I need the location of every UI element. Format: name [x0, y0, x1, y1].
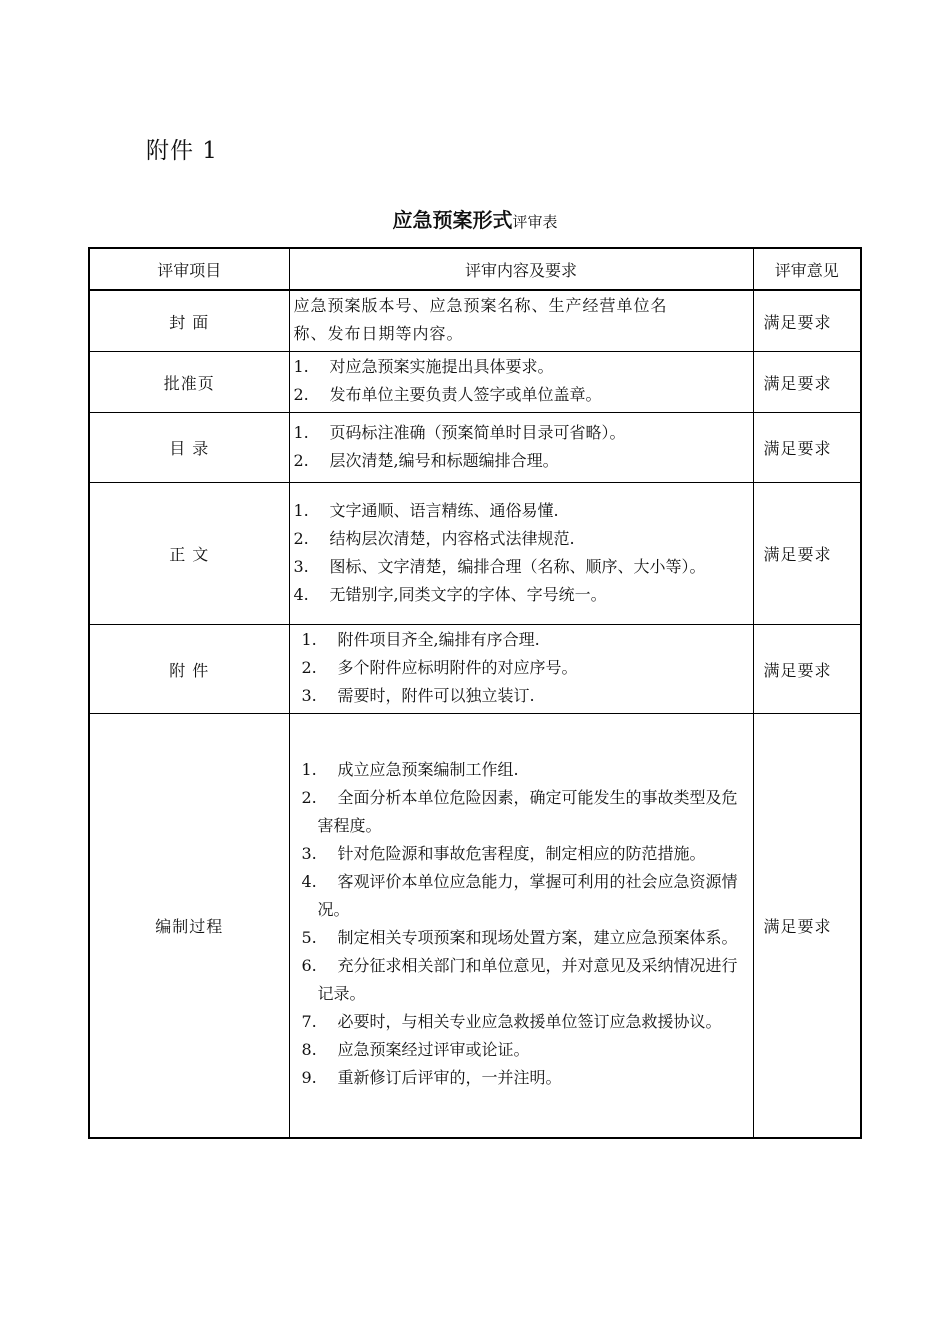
requirement [294, 682, 749, 710]
req-text: 重新修订后评审的，一并注明。 [337, 1068, 562, 1088]
title-suffix: 评审表 [512, 213, 558, 231]
req-text: 充分征求相关部门和单位意见，并对意见及采纳情况进行记录。 [317, 956, 738, 1004]
table-row [89, 413, 861, 483]
requirement [294, 1064, 749, 1092]
row-content [289, 290, 753, 352]
row-verdict: 满足要求 [753, 290, 861, 352]
req-text: 发布单位主要负责人签字或单位盖章。 [329, 385, 602, 404]
req-text: 成立应急预案编制工作组. [337, 760, 519, 780]
row-verdict: 满足要求 [753, 352, 861, 413]
requirement [294, 419, 749, 447]
requirement [294, 784, 749, 840]
req-text: 全面分析本单位危险因素，确定可能发生的事故类型及危害程度。 [317, 788, 738, 836]
req-number: 1. [301, 630, 317, 649]
req-number: 3. [301, 844, 317, 864]
req-number: 2. [293, 528, 309, 548]
req-number: 1. [293, 357, 309, 376]
row-content [289, 714, 753, 1138]
requirement [294, 840, 749, 868]
req-text: 客观评价本单位应急能力，掌握可利用的社会应急资源情况。 [317, 872, 738, 920]
row-item: 封 面 [89, 290, 289, 352]
requirement [294, 381, 749, 409]
req-number: 4. [293, 584, 309, 604]
requirement [294, 626, 749, 654]
req-text: 文字通顺、语言精练、通俗易懂. [329, 500, 559, 520]
requirement [294, 553, 749, 581]
req-text: 多个附件应标明附件的对应序号。 [337, 658, 578, 677]
req-text: 页码标注准确（预案简单时目录可省略）。 [329, 422, 626, 442]
row-content [289, 483, 753, 625]
row-item: 附 件 [89, 625, 289, 714]
req-text: 需要时，附件可以独立装订. [337, 686, 535, 705]
header-verdict: 评审意见 [753, 248, 861, 290]
row-content [289, 625, 753, 714]
req-number: 5. [301, 928, 317, 948]
requirement [294, 1036, 749, 1064]
req-number: 2. [301, 788, 317, 808]
header-content: 评审内容及要求 [289, 248, 753, 290]
req-number: 9. [301, 1068, 317, 1088]
content-line: 应急预案版本号、应急预案名称、生产经营单位名 [293, 296, 668, 315]
row-verdict: 满足要求 [753, 413, 861, 483]
requirement [294, 581, 749, 609]
req-number: 6. [301, 956, 317, 976]
req-text: 图标、文字清楚，编排合理（名称、顺序、大小等）。 [329, 556, 706, 576]
req-number: 7. [301, 1012, 317, 1032]
requirement [294, 756, 749, 784]
requirement [294, 868, 749, 924]
table-row [89, 352, 861, 413]
row-verdict: 满足要求 [753, 483, 861, 625]
req-number: 8. [301, 1040, 317, 1060]
req-number: 4. [301, 872, 317, 892]
requirement [294, 525, 749, 553]
document-title [0, 204, 950, 233]
requirement [294, 952, 749, 1008]
content-line: 称、发布日期等内容。 [293, 324, 464, 343]
title-main: 应急预案形式 [392, 208, 513, 232]
review-table [88, 247, 862, 1139]
table-header-row [89, 248, 861, 290]
req-text: 应急预案经过评审或论证。 [337, 1040, 530, 1060]
row-item: 目 录 [89, 413, 289, 483]
attachment-label: 附件 1 [146, 138, 218, 164]
req-text: 无错别字,同类文字的字体、字号统一。 [329, 584, 607, 604]
row-item: 批准页 [89, 352, 289, 413]
requirement [294, 353, 749, 381]
req-number: 1. [293, 422, 309, 442]
row-content [289, 352, 753, 413]
row-item: 正 文 [89, 483, 289, 625]
req-text: 对应急预案实施提出具体要求。 [329, 357, 554, 376]
requirement [294, 924, 749, 952]
req-text: 层次清楚,编号和标题编排合理。 [329, 450, 559, 470]
row-verdict: 满足要求 [753, 714, 861, 1138]
requirement [294, 447, 749, 475]
req-text: 针对危险源和事故危害程度，制定相应的防范措施。 [337, 844, 706, 864]
header-item: 评审项目 [89, 248, 289, 290]
table-row [89, 290, 861, 352]
req-text: 必要时，与相关专业应急救援单位签订应急救援协议。 [337, 1012, 722, 1032]
req-number: 2. [293, 450, 309, 470]
req-number: 1. [301, 760, 317, 780]
row-verdict: 满足要求 [753, 625, 861, 714]
req-number: 3. [301, 686, 317, 705]
table-row [89, 483, 861, 625]
req-text: 制定相关专项预案和现场处置方案，建立应急预案体系。 [337, 928, 738, 948]
table-row [89, 625, 861, 714]
requirement [294, 1008, 749, 1036]
req-text: 结构层次清楚，内容格式法律规范. [329, 528, 575, 548]
requirement [294, 497, 749, 525]
req-number: 2. [301, 658, 317, 677]
req-number: 2. [293, 385, 309, 404]
requirement [294, 654, 749, 682]
req-text: 附件项目齐全,编排有序合理. [337, 630, 540, 649]
req-number: 1. [293, 500, 309, 520]
row-content [289, 413, 753, 483]
row-item: 编制过程 [89, 714, 289, 1138]
table-row [89, 714, 861, 1138]
req-number: 3. [293, 556, 309, 576]
